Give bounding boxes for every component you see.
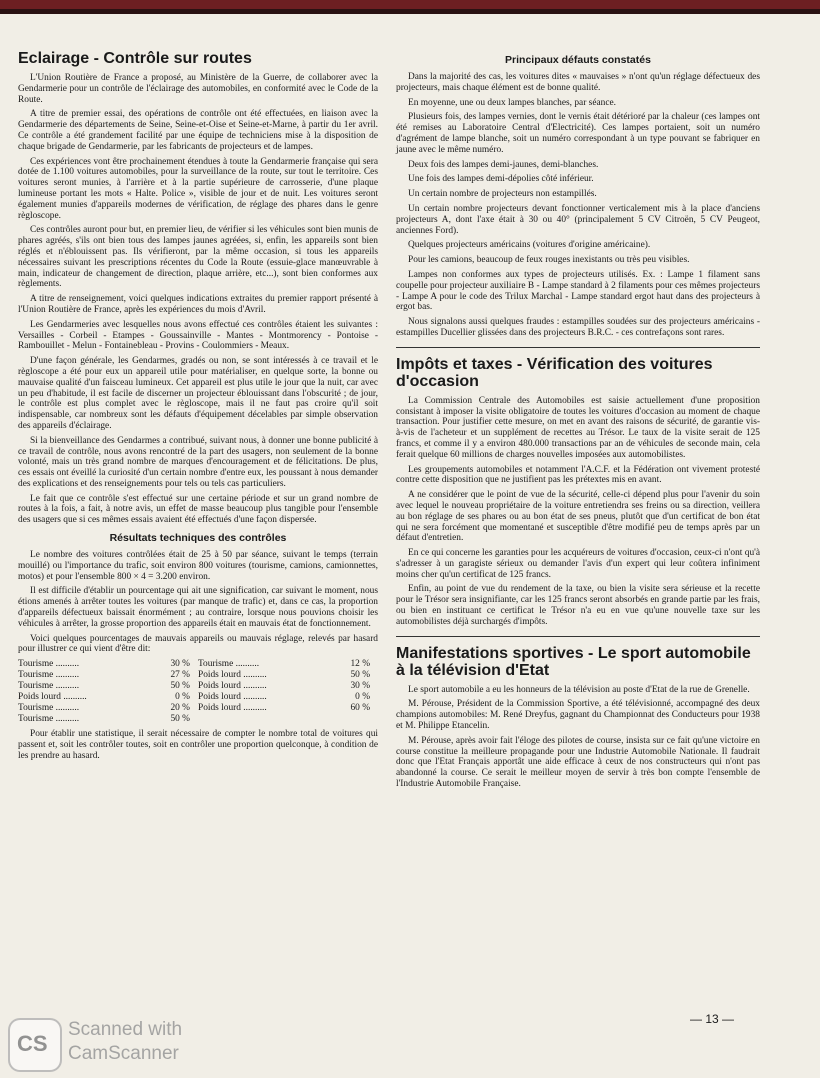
paragraph: Nous signalons aussi quelques fraudes : estampilles soudées sur des projecteurs américains - estampilles Ducellier glissées dans des projecteurs B.R.C. - ces contrefaçons sont rares.	[396, 317, 760, 338]
table-cell: 50 %	[170, 681, 190, 692]
right-column	[396, 54, 760, 794]
table-cell: 60 %	[350, 703, 370, 714]
paragraph: Lampes non conformes aux types de projecteurs utilisés. Ex. : Lampe 1 filament sans coupelle pour projecteur auxiliaire B - Lampe standard à 2 filaments pour ces mêmes projecteurs - Lampe A pour le code des Trilux Marchal - Lampe standard ergot haut dans des projecteurs à ergot bas.	[396, 269, 760, 313]
table-row	[18, 692, 378, 703]
table-cell: 12 %	[350, 659, 370, 670]
section-divider	[396, 347, 760, 348]
section-title-defects: Principaux défauts constatés	[505, 54, 651, 66]
table-cell: 27 %	[170, 670, 190, 681]
table-cell: Poids lourd ..........	[197, 670, 267, 681]
scanner-watermark	[8, 1015, 268, 1071]
paragraph: D'une façon générale, les Gendarmes, gradés ou non, se sont intéressés à ce travail et le règloscope a été pour eux un appareil utile pour matérialiser, en quelque sorte, la bonne ou mauvaise qualité d'un faisceau lumineux. Cet appareil est plus utile le jour que la nuit, car avec un peu d'habitude, il est facile de discerner un projecteur éblouissant dans l'obscurité ; de jour, le contrôle est plus complet avec le règloscope, mais il ne faut pas croire qu'il soit indispensable, car nombreux sont les défauts d'équipement décelables par simple observation des appareils d'éclairage.	[18, 356, 378, 431]
paragraph: Le sport automobile a eu les honneurs de la télévision au poste d'Etat de la rue de Grenelle.	[408, 684, 750, 695]
paragraph: Deux fois des lampes demi-jaunes, demi-blanches.	[408, 159, 599, 170]
table-row	[18, 681, 378, 692]
table-cell: Poids lourd ..........	[197, 703, 267, 714]
article-title-taxes: Impôts et taxes - Vérification des voitures d'occasion	[396, 355, 713, 390]
table-cell: 50 %	[350, 670, 370, 681]
paragraph: A titre de premier essai, des opérations de contrôle ont été effectuées, en liaison avec la Gendarmerie des départements de Seine, Seine-et-Oise et Seine-et-Marne, à partir du 1er avril. Ce contrôle a été grandement facilité par une équipe de techniciens mise à la disposition de chaque brigade de Gendarmerie, par les fabricants de projecteurs et de lampes.	[18, 109, 378, 152]
paragraph: Le nombre des voitures contrôlées était de 25 à 50 par séance, suivant le temps (terrain mouillé) ou l'importance du trafic, soit environ 800 voitures (tourisme, camions, camionnettes, motos) et pour l'ensemble 800 × 4 = 3.200 environ.	[18, 550, 378, 582]
paragraph: Un certain nombre de projecteurs non estampillés.	[408, 189, 597, 200]
paragraph: Ces contrôles auront pour but, en premier lieu, de vérifier si les véhicules sont bien munis de phares agréés, s'ils ont bien tous des lampes jaunes agréées, si, enfin, les appareils sont bien réglés et n'éblouissent pas. Ils vérifieront, par la même occasion, si tous les appareils nécessaires suivant les prescriptions récentes du Code la Route (essuie-glace manœuvrable à main, indicateur de changement de direction, plaque arrière, etc...), sont bien conformes aux règlements.	[18, 225, 378, 290]
paragraph: L'Union Routière de France a proposé, au Ministère de la Guerre, de collaborer avec la Gendarmerie pour un contrôle de l'éclairage des automobiles, en conformité avec le Code de la Route.	[18, 73, 378, 105]
paragraph: M. Pérouse, après avoir fait l'éloge des pilotes de course, insista sur ce fait qu'une victoire en course constitue la meilleure propagande pour une Industrie Automobile Nationale. Il faudrait donc que l'Etat Français apportât une aide efficace à ceux de nos constructeurs qui n'ont pas abandonné la course. Ce serait le meilleur moyen de servir à très bon compte l'ensemble de l'Industrie Automobile Française.	[396, 735, 760, 790]
paragraph: En moyenne, une ou deux lampes blanches, par séance.	[408, 97, 616, 108]
table-cell: Poids lourd ..........	[197, 692, 267, 703]
watermark-line-2: CamScanner	[68, 1043, 179, 1064]
table-cell: Tourisme ..........	[18, 670, 80, 681]
paragraph: Les groupements automobiles et notamment l'A.C.F. et la Fédération ont vivement protesté contre cette disposition que ne justifient pas les prétextes mis en avant.	[396, 464, 760, 486]
paragraph: En ce qui concerne les garanties pour les acquéreurs de voitures d'occasion, ceux-ci n'ont qu'à s'adresser à un garagiste sérieux ou demander l'avis d'un expert qui leur coûtera infiniment moins cher qu'un certificat de 125 francs.	[396, 548, 760, 580]
article-title-eclairage: Eclairage - Contrôle sur routes	[18, 50, 252, 67]
logo-text: CS	[17, 1031, 48, 1056]
paragraph: A titre de renseignement, voici quelques indications extraites du premier rapport présenté à l'Union Routière de France, après les expériences du mois d'Avril.	[18, 294, 378, 315]
table-row	[18, 714, 378, 725]
watermark-line-1: Scanned with	[68, 1019, 183, 1040]
section-title-results: Résultats techniques des contrôles	[109, 532, 287, 545]
percentage-table	[18, 659, 378, 725]
paragraph: Pour établir une statistique, il serait nécessaire de compter le nombre total de voitures qui passent et, soit les contrôler toutes, soit en contrôler une proportion quelconque, à condition de les prendre au hasard.	[18, 729, 378, 761]
left-column	[18, 50, 378, 766]
article-title-sports: Manifestations sportives - Le sport automobile à la télévision d'Etat	[396, 644, 751, 679]
table-cell: 30 %	[170, 659, 190, 670]
paragraph: Une fois des lampes demi-dépolies côté inférieur.	[408, 174, 594, 185]
table-cell: Tourisme ..........	[18, 714, 80, 725]
paragraph: M. Pérouse, Président de la Commission Sportive, a été télévisionné, accompagné des deux champions automobiles: M. René Dreyfus, gagnant du Championnat des Conducteurs pour 1938 et M. Philippe Etancelin.	[396, 699, 760, 732]
table-cell: 30 %	[350, 681, 370, 692]
paragraph: Voici quelques pourcentages de mauvais appareils ou mauvais réglage, relevés par hasard pour illustrer ce qui vient d'être dit:	[18, 633, 378, 655]
camscanner-logo-icon	[8, 1018, 62, 1072]
page-number: — 13 —	[690, 1012, 735, 1026]
table-cell	[327, 714, 378, 725]
table-row	[18, 670, 378, 681]
paragraph: Il est difficile d'établir un pourcentage qui ait une signification, car suivant le moment, nous étions amenés à arrêter toutes les voitures (par manque de trafic) et, dans ce cas, la proportion d'appareils défectueux baissait énormément ; au contraire, lorsque nous pouvions choisir les véhicules à arrêter, la grosse proportion des appareils était en mauvais état de fonctionnement.	[18, 586, 378, 629]
section-divider	[396, 636, 760, 637]
paragraph: Ces expériences vont être prochainement étendues à toute la Gendarmerie française qui sera dotée de 1.100 voitures automobiles, pour la surveillance de la route, sur tout le territoire. Ces voitures seront munies, à l'arrière et à la partie supérieure de carrosserie, d'une plaque lumineuse portant les mots « Halte. Police », visible de jour et de nuit. Les voitures seront également munies d'appareils modernes de vérification, de réglage des phares dans le genre règloscope.	[18, 156, 378, 221]
table-cell: Tourisme ..........	[18, 681, 80, 692]
paragraph: Dans la majorité des cas, les voitures dites « mauvaises » n'ont qu'un réglage défectueux des projecteurs, mais chaque élément est de bonne qualité.	[396, 72, 760, 93]
table-cell	[198, 714, 327, 725]
paragraph: Les Gendarmeries avec lesquelles nous avons effectué ces contrôles étaient les suivantes : Versailles - Corbeil - Etampes - Goussainville - Mantes - Montmorency - Pontoise - Rambouillet - Melun - Fontainebleau - Provins - Coulommiers - Meaux.	[18, 319, 378, 352]
paragraph: Si la bienveillance des Gendarmes a contribué, suivant nous, à donner une bonne publicité à ce travail de contrôle, nous avons rencontré de la part des usagers, non seulement de la bonne volonté, mais un très grand nombre de marques d'encouragement et de félicitations. De plus, ces essais ont éveillé la curiosité d'un certain nombre d'entre eux, les poussant à nous demander des explications et des renseignements pour tels ou tels cas particuliers.	[18, 435, 378, 489]
table-row	[18, 659, 378, 670]
paragraph: A ne considérer que le point de vue de la sécurité, celle-ci dépend plus pour l'avenir du soin avec lequel le nouveau propriétaire de la voiture entretiendra ses freins ou sa direction, veillera au bon réglage de ses phares ou au bon état de ses pneus, plutôt que d'un certificat de bon état qui ne sera forcément que momentané et susceptible d'être modifié peu de temps après par un défaut d'entretien.	[396, 490, 760, 544]
table-cell: Tourisme ..........	[18, 659, 80, 670]
table-cell: Poids lourd ..........	[18, 692, 87, 703]
table-cell: 0 %	[175, 692, 190, 703]
table-cell: 50 %	[170, 714, 190, 725]
top-border	[0, 0, 820, 14]
paragraph: Enfin, au point de vue du rendement de la taxe, ou bien la visite sera sérieuse et la recette pour le Trésor sera insignifiante, car les 125 francs seront absorbés en grande partie par les frais, ou bien en instituant ce certificat le Trésor n'a eu en vue qu'une nouvelle taxe sur les automobilistes déjà surchargés d'impôts.	[396, 584, 760, 627]
paragraph: Le fait que ce contrôle s'est effectué sur une certaine période et sur un grand nombre de routes à la fois, a fait, à notre avis, un effet de masse beaucoup plus tangible pour l'ensemble des usagers que si ces mêmes essais avaient été effectués d'une façon dispersée.	[18, 493, 378, 526]
table-cell: 0 %	[355, 692, 370, 703]
paragraph: Quelques projecteurs américains (voitures d'origine américaine).	[408, 240, 651, 251]
paragraph: Pour les camions, beaucoup de feux rouges inexistants ou très peu visibles.	[408, 255, 690, 266]
table-cell: Poids lourd ..........	[197, 681, 267, 692]
table-cell: Tourisme ..........	[18, 703, 80, 714]
table-cell: Tourisme ..........	[197, 659, 260, 670]
paragraph: Plusieurs fois, des lampes vernies, dont le vernis était détérioré par la chaleur (ces lampes ont été remises au Laboratoire Central d'Electricité). Ces lampes portaient, soit un numéro d'agrément de lampe blanche, soit un numéro correspondant à un type pouvant se fabriquer en jaune avec le même numéro.	[396, 112, 760, 155]
table-row	[18, 703, 378, 714]
paragraph: La Commission Centrale des Automobiles est saisie actuellement d'une proposition consistant à imposer la visite obligatoire de toutes les voitures d'occasion au moment de chaque transaction. Pour justifier cette mesure, on met en avant des raisons de sécurité, de garantie vis-à-vis de l'acheteur et un supplément de recettes au Trésor. Le taux de la visite serait de 125 francs, et comme il y a environ 480.000 transactions par an de véhicules de seconde main, cela ferait quelque 60 millions de charges nouvelles imposées aux automobilistes.	[396, 395, 760, 460]
paragraph: Un certain nombre projecteurs devant fonctionner verticalement mis à la place d'anciens projecteurs A, dont l'axe était à 30 ou 40° (principalement 5 CV Citroën, 5 CV Peugeot, anciennes Ford).	[396, 203, 760, 236]
table-cell: 20 %	[170, 703, 190, 714]
